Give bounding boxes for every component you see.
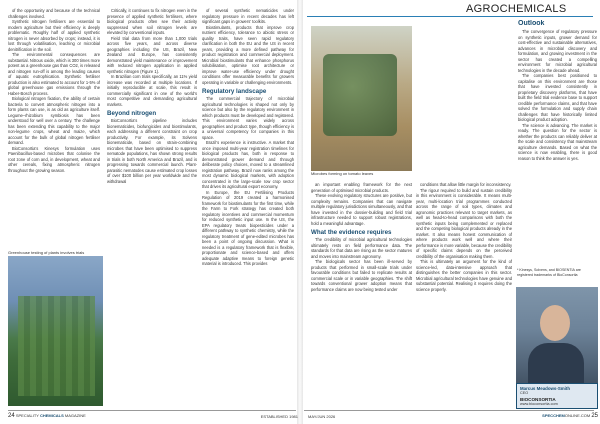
paragraph: BioConsortia’s pipeline includes bionematicides, biofungicides and biostimulants, each addressing a different constraint on crop productivity. For example, its Solvens bionematicide, based on strain-combining microbes that have been optimised to suppress nematode populations, has shown strong results in trials in both North America and Brazil, and is progressing towards commercial launch. Plant-parasitic nematodes cause estimated crop losses of over $100 billion per year worldwide and the withdrawal xyxy=(107,118,197,184)
author-name: Marcus Meadows-Smith xyxy=(520,386,571,391)
subheading: Outlook xyxy=(518,20,545,27)
paragraph: Brazil’s experience is instructive. A market that once imposed multi-year registration timelines for biological products has, both in response to demonstrated grower demand and through deliberate policy choices, moved to a streamlined registration pathway. Brazil now ranks among the most dynamic biological markets, with adoption concentrated in the large-scale row crop sector that drives its agricultural export economy. xyxy=(202,140,294,189)
left-column-1 xyxy=(8,8,100,248)
greenhouse-photo-caption: Greenhouse testing of plants involves trials xyxy=(8,250,85,255)
paragraph: This is ultimately an argument for the kind of science-led, data-intensive approach that distinguishes the better companies in this sector. Microbial agricultural technologies have genuine and substantial potential. Realising it requires doing the science properly. xyxy=(416,259,512,292)
microbes-photo xyxy=(311,26,412,180)
right-column-2 xyxy=(416,182,512,408)
trademark-footnote: * Kinesys, Solvens, and BIOSENTIA are registered trademarks of BioConsortia xyxy=(517,268,581,277)
paragraph: of the opportunity and because of the technical challenges involved. xyxy=(8,8,100,19)
paragraph: The science is advancing. The market is ready. The question for the sector is whether the products can reliably deliver at the scale and consistency that mainstream agriculture demands. Based on what the science is now enabling, there is good reason to think the answer is yes. xyxy=(518,122,597,161)
author-profile xyxy=(516,287,598,407)
microbes-photo-caption: Microbes forming on tomato leaves xyxy=(311,171,374,176)
paragraph: Synthetic nitrogen fertilisers are essential to modern agriculture but their efficiency is deeply problematic. Roughly half of applied synthetic nitrogen is never absorbed by crops; instead, it is lost through volatilisation, leaching or microbial denitrification in the soil. xyxy=(8,19,100,52)
paragraph: The biologicals sector has been ill-served by products that performed in small-scale trials under favourable conditions but failed to replicate results at commercial scale or in variable geographies. The shift towards conventional grower adoption means that performance claims are now being tested under xyxy=(311,259,412,292)
microbes-image xyxy=(311,26,412,171)
left-page-number: 24 xyxy=(8,413,15,419)
paragraph: In Brazilian corn trials specifically, an 11% yield increase was recorded at multiple locations. If initially reproducible at scale, this result is commercially significant in one of the world’s most competitive and demanding agricultural markets. xyxy=(107,74,197,107)
magazine-bold: CHEMICALS xyxy=(39,413,64,418)
paragraph: Critically, it continues to fix nitrogen even in the presence of applied synthetic fertilisers, where biological products often see their activity suppressed when soil nitrogen levels are elevated by conventional inputs. xyxy=(107,8,197,35)
left-footer-brand xyxy=(8,413,86,419)
paragraph: Field trial data from more than 1,000 trials across five years, and across diverse geographies including the US, Brazil, New Zealand and Europe, has consistently demonstrated yield maintenance or improvement with reduced nitrogen application in applied synthetic nitrogen (Figure 1). xyxy=(107,35,197,74)
paragraph: The credibility of microbial agricultural technologies ultimately rests on field performance data. The standards for that data are rising as the sector matures and moves into mainstream agronomy. xyxy=(311,237,412,259)
right-footer xyxy=(308,411,598,421)
right-page-number: 25 xyxy=(591,413,598,419)
left-footer xyxy=(8,411,298,421)
author-website[interactable]: www.bioconsortia.com xyxy=(520,402,558,406)
left-column-2 xyxy=(107,8,197,406)
paragraph: conditions that allow little margin for inconsistency. xyxy=(420,182,512,187)
site-prefix[interactable]: SPECCHEM xyxy=(542,413,565,418)
subheading: What the evidence requires xyxy=(311,229,392,236)
paragraph: of several synthetic nematicides under regulatory pressure in recent decades has left significant gaps in growers’ toolkits. xyxy=(202,8,294,24)
right-column-1 xyxy=(311,182,412,408)
site-suffix[interactable]: ONLINE.COM xyxy=(564,413,591,418)
paragraph: Biological nitrogen fixation, the ability of certain bacteria to convert atmospheric nitrogen into a form plants can use, is as old as agriculture itself. Legume–rhizobium symbiosis has been understood for well over a century. The challenge has been extending this capability to the major non-legume crops, wheat and maize, which account for the bulk of global nitrogen fertiliser demand. xyxy=(8,96,100,145)
magazine-suffix: MAGAZINE xyxy=(64,413,86,418)
paragraph: The environmental consequences are substantial. Nitrous oxide, which is 300 times more potent as a greenhouse gas than CO2, is released and nitrogen run-off is among the leading causes of aquatic eutrophication. Synthetic fertiliser production is also estimated to account for 1-5% of global greenhouse gas emissions through the Haber-Bosch process. xyxy=(8,52,100,96)
left-column-3 xyxy=(202,8,294,406)
paragraph: an important enabling framework for the next generation of optimised microbial products. xyxy=(311,182,412,193)
page-gutter xyxy=(297,0,303,424)
section-header: AGROCHEMICALS xyxy=(466,3,567,15)
greenhouse-photo xyxy=(8,250,103,408)
paragraph: BioConsortia’s Kinesys formulation uses Paenibacillus-based microbes that colonise the root zone of corn and, in development, wheat and other cereals, fixing atmospheric nitrogen throughout the growing season. xyxy=(8,145,100,173)
subheading: Regulatory landscape xyxy=(202,88,267,95)
established-text: ESTABLISHED 1981 xyxy=(260,413,298,419)
paragraph: In Europe, the EU Fertilising Products Regulation of 2019 created a harmonised framework for biostimulants for the first time, while the Farm to Fork strategy has created both regulatory incentives and commercial momentum for reduced synthetic input use. In the US, the EPA regulatory treats biopesticides under a different pathway to synthetic chemistry, while the regulatory treatment of gene-edited microbes has been a point of ongoing discussion. What is needed is a regulatory framework that is flexible, proportionate and science-based and offers adequate adaptive means to foreign genetic material is introduced. This provides xyxy=(202,189,294,266)
section-rule xyxy=(307,16,593,17)
paragraph: The convergence of regulatory pressure on synthetic inputs, grower demand for cost-effective and sustainable alternatives, advances in microbial discovery and formulation, and growing investment in the sector has created a compelling environment for microbial agricultural technologies in the decade ahead. xyxy=(518,29,597,73)
author-role: CEO xyxy=(520,391,529,395)
paragraph: These evolving regulatory structures are positive, but complexity remains. Companies that can navigate multiple regulatory jurisdictions simultaneously, and that have invested in the dossier-building and field trial infrastructure needed to support robust registrations, hold a meaningful advantage. xyxy=(311,193,412,226)
issue-date: MAY/JUN 2026 xyxy=(308,413,336,419)
paragraph: Biostimulants, products that improve crop nutrient efficiency, tolerance to abiotic stress or quality traits, have seen rapid regulatory clarification in both the EU and the US in recent years, providing a more defined pathway for product registration and commercial deployment. Microbial biostimulants that enhance phosphorus solubilisation, optimise root architecture or improve water-use efficiency under drought conditions offer measurable benefits for growers operating in variable or challenging environments. xyxy=(202,24,294,85)
right-footer-brand xyxy=(542,413,598,419)
right-column-3 xyxy=(518,20,597,266)
greenhouse-image xyxy=(8,256,103,406)
paragraph: The commercial trajectory of microbial agricultural technologies is shaped not only by science but also by the regulatory environment in which products must be developed and registered. This environment varies widely across geographies and product type, though efficiency is a universal competency for companies in this space. xyxy=(202,96,294,140)
author-badge xyxy=(516,383,598,409)
paragraph: The rigour required to build and sustain credibility in this environment is considerable. It means multi-year, multi-location trial programmes conducted across the range of soil types, climates and agronomic practices relevant to target markets, as well as head-to-head comparisons with both the synthetic inputs being complemented or replaced and the competing biological products already in the market. It also means honest communication of where products work well and where their performance is more variable, because the credibility of specific claims depends on the perceived credibility of the organisation making them. xyxy=(416,187,512,259)
author-photo xyxy=(516,287,598,383)
author-company: BIOCONSORTIA xyxy=(520,397,556,402)
magazine-prefix: SPECIALITY xyxy=(15,413,39,418)
subheading: Beyond nitrogen xyxy=(107,110,157,117)
paragraph: The companies best positioned to capitalise on this environment are those that have invested consistently in proprietary discovery platforms, that have built the field trial evidence base to support credible performance claims, and that have solved the formulation and supply chain challenges that have historically limited biological product adoption. xyxy=(518,73,597,122)
